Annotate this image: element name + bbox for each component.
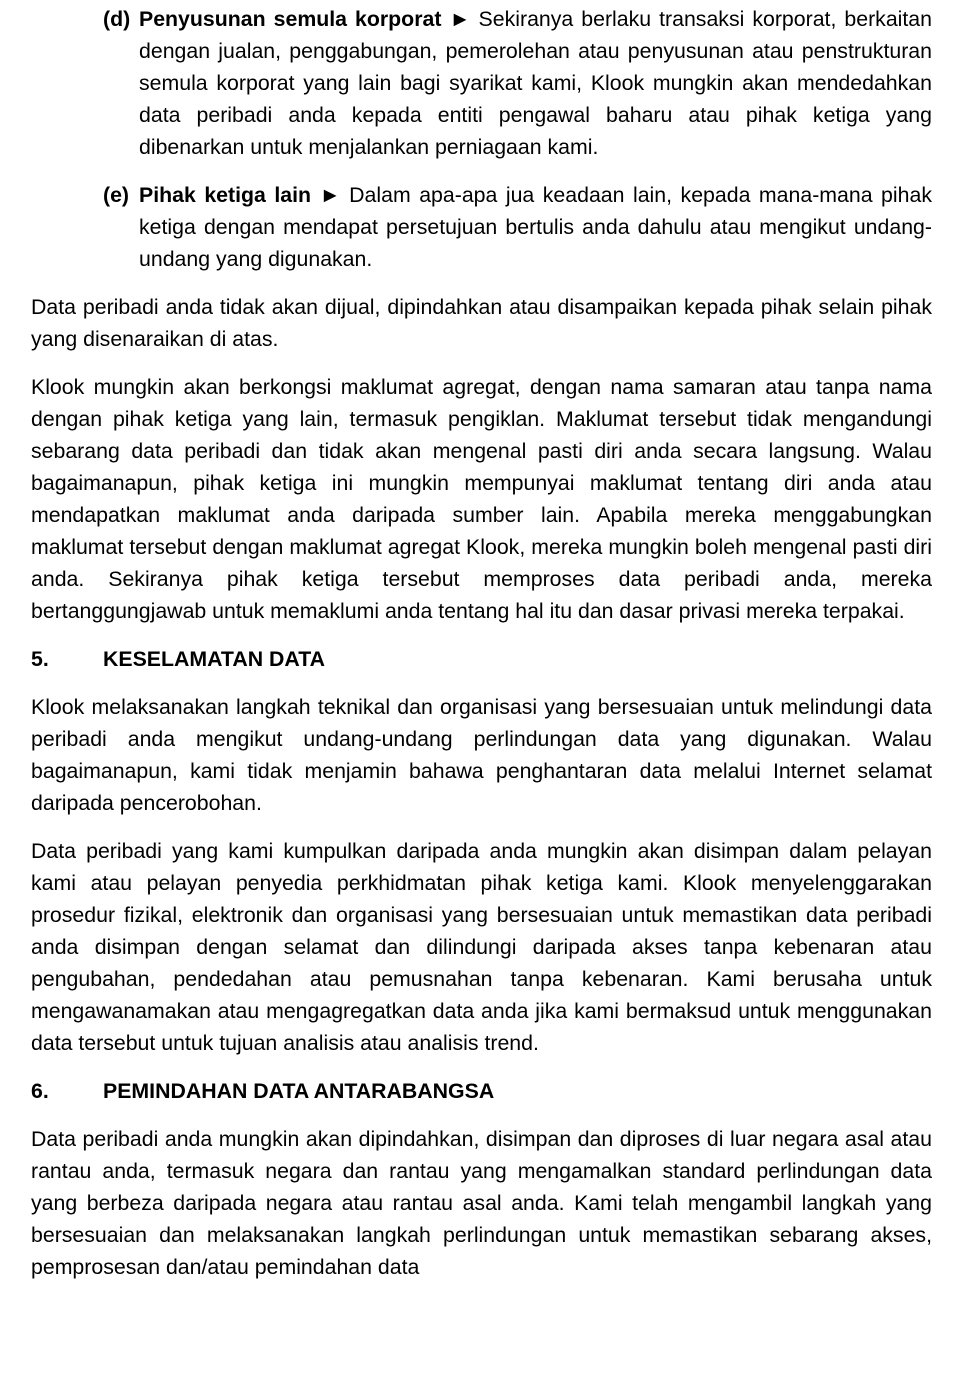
section-title: PEMINDAHAN DATA ANTARABANGSA: [103, 1079, 495, 1103]
item-marker: (d): [103, 7, 131, 31]
paragraph-aggregate-info: Klook mungkin akan berkongsi maklumat agregat, dengan nama samaran atau tanpa nama dengan pihak ketiga yang lain, termasuk pengiklan. Maklumat tersebut tidak mengandungi sebarang data peribadi dan tidak akan mengenal pasti diri anda secara langsung. Walau bagaimanapun, pihak ketiga ini mungkin mempunyai maklumat tentang diri anda atau mendapatkan maklumat anda daripada sumber lain. Apabila mereka menggabungkan maklumat tersebut dengan maklumat agregat Klook, mereka mungkin boleh mengenal pasti diri anda. Sekiranya pihak ketiga tersebut memproses data peribadi anda, mereka bertanggungjawab untuk memaklumi anda tentang hal itu dan dasar privasi mereka terpakai.: [31, 375, 932, 623]
section-number: 5.: [31, 647, 49, 671]
paragraph-transfer: Data peribadi anda mungkin akan dipindahkan, disimpan dan diproses di luar negara asal atau rantau anda, termasuk negara dan rantau yang mengamalkan standard perlindungan data yang berbeza daripada negara atau rantau asal anda. Kami telah mengambil langkah yang bersesuaian dan melaksanakan langkah perlindungan untuk memastikan sebarang akses, pemprosesan dan/atau pemindahan data: [31, 1127, 932, 1279]
bottom-fade: [0, 1382, 960, 1396]
item-marker: (e): [103, 183, 130, 207]
paragraph-security-measures: Klook melaksanakan langkah teknikal dan organisasi yang bersesuaian untuk melindungi data peribadi anda mengikut undang-undang perlindungan data yang digunakan. Walau bagaimanapun, kami tidak menjamin bahawa penghantaran data melalui Internet selamat daripada pencerobohan.: [31, 695, 932, 815]
section-heading-data-security: [31, 643, 932, 675]
paragraph-not-sold: Data peribadi anda tidak akan dijual, dipindahkan atau disampaikan kepada pihak selain pihak yang disenaraikan di atas.: [31, 295, 932, 351]
item-text: Dalam apa-apa jua keadaan lain, kepada mana-mana pihak ketiga dengan mendapat persetujuan bertulis anda dahulu atau mengikut undang-undang yang digunakan.: [139, 183, 932, 271]
document-page: [31, 3, 932, 1299]
list-item-other-third-parties: [31, 179, 932, 275]
paragraph-data-storage: Data peribadi yang kami kumpulkan daripada anda mungkin akan disimpan dalam pelayan kami atau pelayan penyedia perkhidmatan pihak ketiga kami. Klook menyelenggarakan prosedur fizikal, elektronik dan organisasi yang bersesuaian untuk memastikan data peribadi anda disimpan dengan selamat dan dilindungi daripada akses tanpa kebenaran atau pengubahan, pendedahan atau pemusnahan tanpa kebenaran. Kami berusaha untuk mengawanamakan atau mengagregatkan data anda jika kami bermaksud untuk menggunakan data tersebut untuk tujuan analisis atau analisis trend.: [31, 839, 932, 1055]
item-text: Sekiranya berlaku transaksi korporat, berkaitan dengan jualan, penggabungan, pemerolehan atau penyusunan atau penstrukturan semula korporat yang lain bagi syarikat kami, Klook mungkin akan mendedahkan data peribadi anda kepada entiti pengawal baharu atau pihak ketiga yang dibenarkan untuk menjalankan perniagaan kami.: [139, 7, 932, 159]
list-item-corporate-restructuring: [31, 3, 932, 163]
arrow-icon: ►: [449, 7, 471, 31]
item-title: Penyusunan semula korporat: [139, 7, 442, 31]
item-title: Pihak ketiga lain: [139, 183, 312, 207]
arrow-icon: ►: [319, 183, 341, 207]
section-title: KESELAMATAN DATA: [103, 647, 326, 671]
section-number: 6.: [31, 1079, 49, 1103]
section-heading-international-transfer: [31, 1075, 932, 1107]
